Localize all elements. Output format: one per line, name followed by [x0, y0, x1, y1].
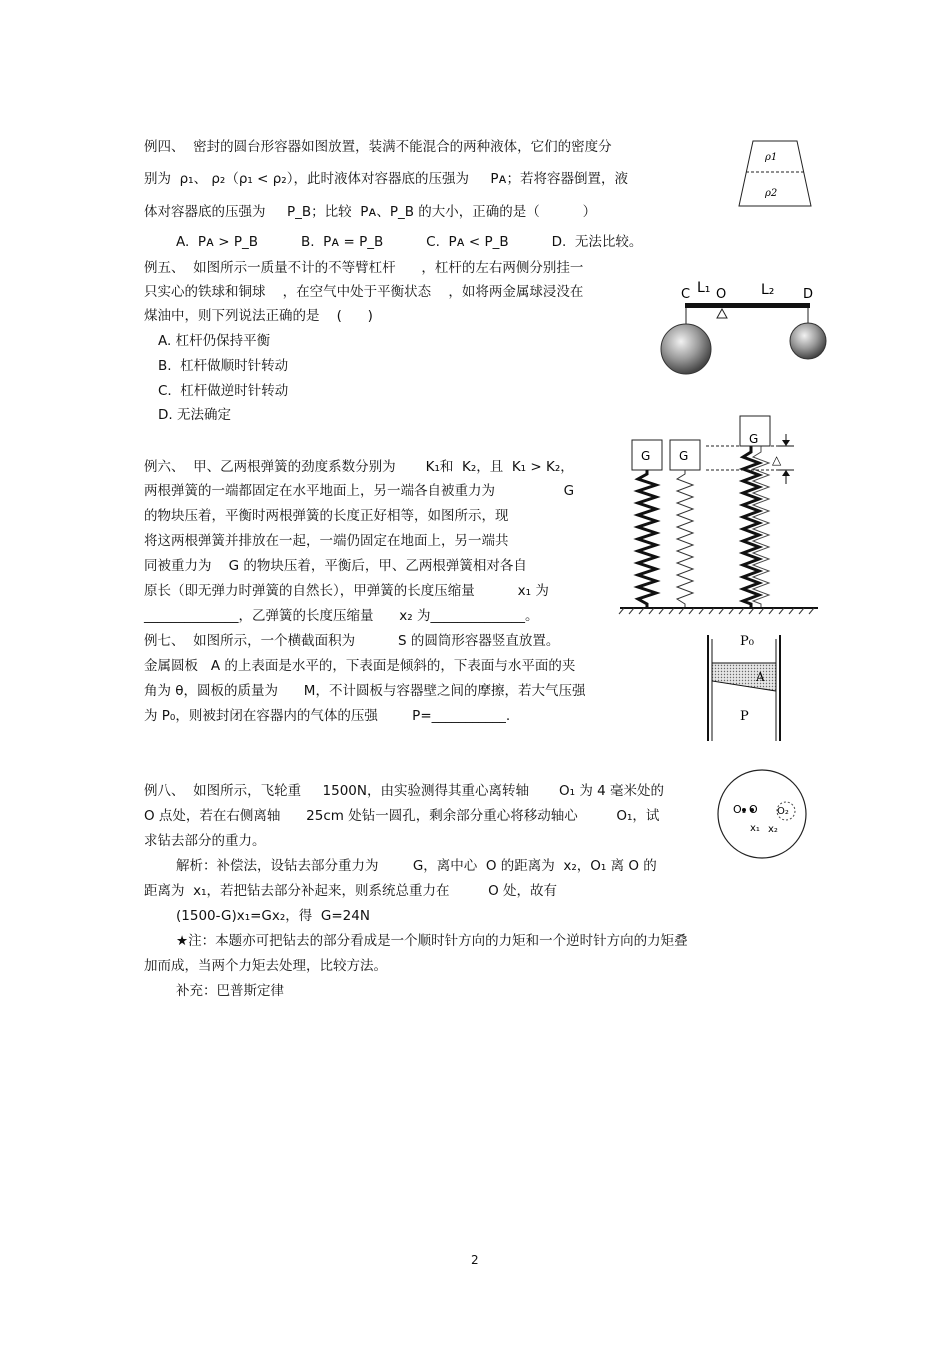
page-number: 2 [471, 1253, 479, 1267]
ex8-line1: 例八、 如图所示，飞轮重 1500N，由实验测得其重心离转轴 O₁ 为 4 毫米处的 [144, 783, 665, 799]
lever-bar [685, 303, 810, 308]
flywheel-figure [716, 768, 808, 860]
ex5-option-a: A. 杠杆仍保持平衡 [158, 333, 271, 349]
ex8-supplement: 补充：巴普斯定律 [176, 983, 284, 999]
delta-label: △ [772, 453, 782, 467]
lever-l2-label: L₂ [761, 282, 775, 298]
ex6-line3: 的物块压着，平衡时两根弹簧的长度正好相等，如图所示，现 [144, 508, 509, 524]
o1-label: O₁ [733, 803, 747, 816]
springs-figure [618, 412, 823, 620]
rho2-label: ρ2 [765, 188, 778, 199]
ex6-line6: 原长（即无弹力时弹簧的自然长），甲弹簧的长度压缩量 x₁ 为 [144, 583, 549, 599]
ex5-line3: 煤油中，则下列说法正确的是 ( ) [144, 308, 373, 324]
metal-plate-a [712, 663, 776, 691]
copper-ball [790, 323, 826, 359]
ex8-note-1: ★注：本题亦可把钻去的部分看成是一个顺时针方向的力矩和一个逆时针方向的力矩叠 [176, 933, 688, 949]
frustum-container-figure [735, 138, 815, 210]
ex5-option-b: B. 杠杆做顺时针转动 [158, 358, 289, 374]
ex7-line3: 角为 θ，圆板的质量为 M，不计圆板与容器壁之间的摩擦，若大气压强 [144, 683, 586, 699]
ex8-note-2: 加而成，当两个力矩去处理，比较方法。 [144, 958, 387, 974]
ex6-line4: 将这两根弹簧并排放在一起，一端仍固定在地面上，另一端共 [144, 533, 509, 549]
ex8-line3: 求钻去部分的重力。 [144, 833, 266, 849]
ex7-line2: 金属圆板 A 的上表面是水平的，下表面是倾斜的，下表面与水平面的夹 [144, 658, 576, 674]
lever-figure [655, 274, 835, 379]
flywheel-outline [718, 770, 806, 858]
lever-c-label: C [681, 287, 691, 302]
ex5-line1: 例五、 如图所示一质量不计的不等臂杠杆 ，杠杆的左右两侧分别挂一 [144, 260, 584, 276]
x1-label: x₁ [750, 823, 760, 834]
block-g-2: G [679, 449, 689, 463]
block-g-3: G [749, 432, 759, 446]
ex4-options: A. Pᴀ > P_B B. Pᴀ = P_B C. Pᴀ < P_B D. 无法比较。 [176, 234, 643, 250]
ex7-line4: 为 P₀，则被封闭在容器内的气体的压强 P=___________. [144, 708, 511, 724]
block-g-1: G [641, 449, 651, 463]
ex5-option-d: D. 无法确定 [158, 407, 231, 423]
o-label: O [749, 803, 758, 816]
o2-label: O₂ [777, 806, 789, 817]
rho1-label: ρ1 [765, 152, 778, 163]
lever-d-label: D [803, 287, 814, 302]
fulcrum-icon [717, 309, 727, 318]
cylinder-figure [702, 625, 792, 745]
ex8-solution-1: 解析：补偿法，设钻去部分重力为 G，离中心 O 的距离为 x₂，O₁ 离 O 的 [176, 858, 657, 874]
lever-l1-label: L₁ [697, 280, 711, 296]
ex4-line3: 体对容器底的压强为 P_B；比较 Pᴀ、P_B 的大小，正确的是（ ） [144, 204, 597, 220]
p0-label: P₀ [740, 634, 754, 649]
x2-label: x₂ [768, 824, 778, 835]
ex6-line1: 例六、 甲、乙两根弹簧的劲度系数分别为 K₁和 K₂，且 K₁ > K₂， [144, 459, 574, 475]
ex8-solution-2: 距离为 x₁，若把钻去部分补起来，则系统总重力在 O 处，故有 [144, 883, 558, 899]
ex5-option-c: C. 杠杆做逆时针转动 [158, 383, 289, 399]
plate-a-label: A [756, 670, 765, 684]
ex6-line5: 同被重力为 G 的物块压着，平衡后，甲、乙两根弹簧相对各自 [144, 558, 527, 574]
ex7-line1: 例七、 如图所示，一个横截面积为 S 的圆筒形容器竖直放置。 [144, 633, 560, 649]
ex4-line1: 例四、 密封的圆台形容器如图放置，装满不能混合的两种液体，它们的密度分 [144, 139, 612, 155]
ex8-solution-3: (1500-G)x₁=Gx₂，得 G=24N [176, 908, 370, 924]
ex4-line2: 别为 ρ₁、 ρ₂（ρ₁ < ρ₂），此时液体对容器底的压强为 Pᴀ；若将容器倒置，液 [144, 171, 629, 187]
ex6-line2: 两根弹簧的一端都固定在水平地面上，另一端各自被重力为 G [144, 483, 575, 499]
ex5-line2: 只实心的铁球和铜球 ，在空气中处于平衡状态 ，如将两金属球浸没在 [144, 284, 584, 300]
lever-o-label: O [716, 287, 727, 302]
gas-p-label: P [740, 709, 749, 724]
iron-ball [661, 324, 711, 374]
ex6-line7: ______________，乙弹簧的长度压缩量 x₂ 为______________。 [144, 608, 539, 624]
ex8-line2: O 点处，若在右侧离轴 25cm 处钻一圆孔，剩余部分重心将移动轴心 O₁，试 [144, 808, 660, 824]
